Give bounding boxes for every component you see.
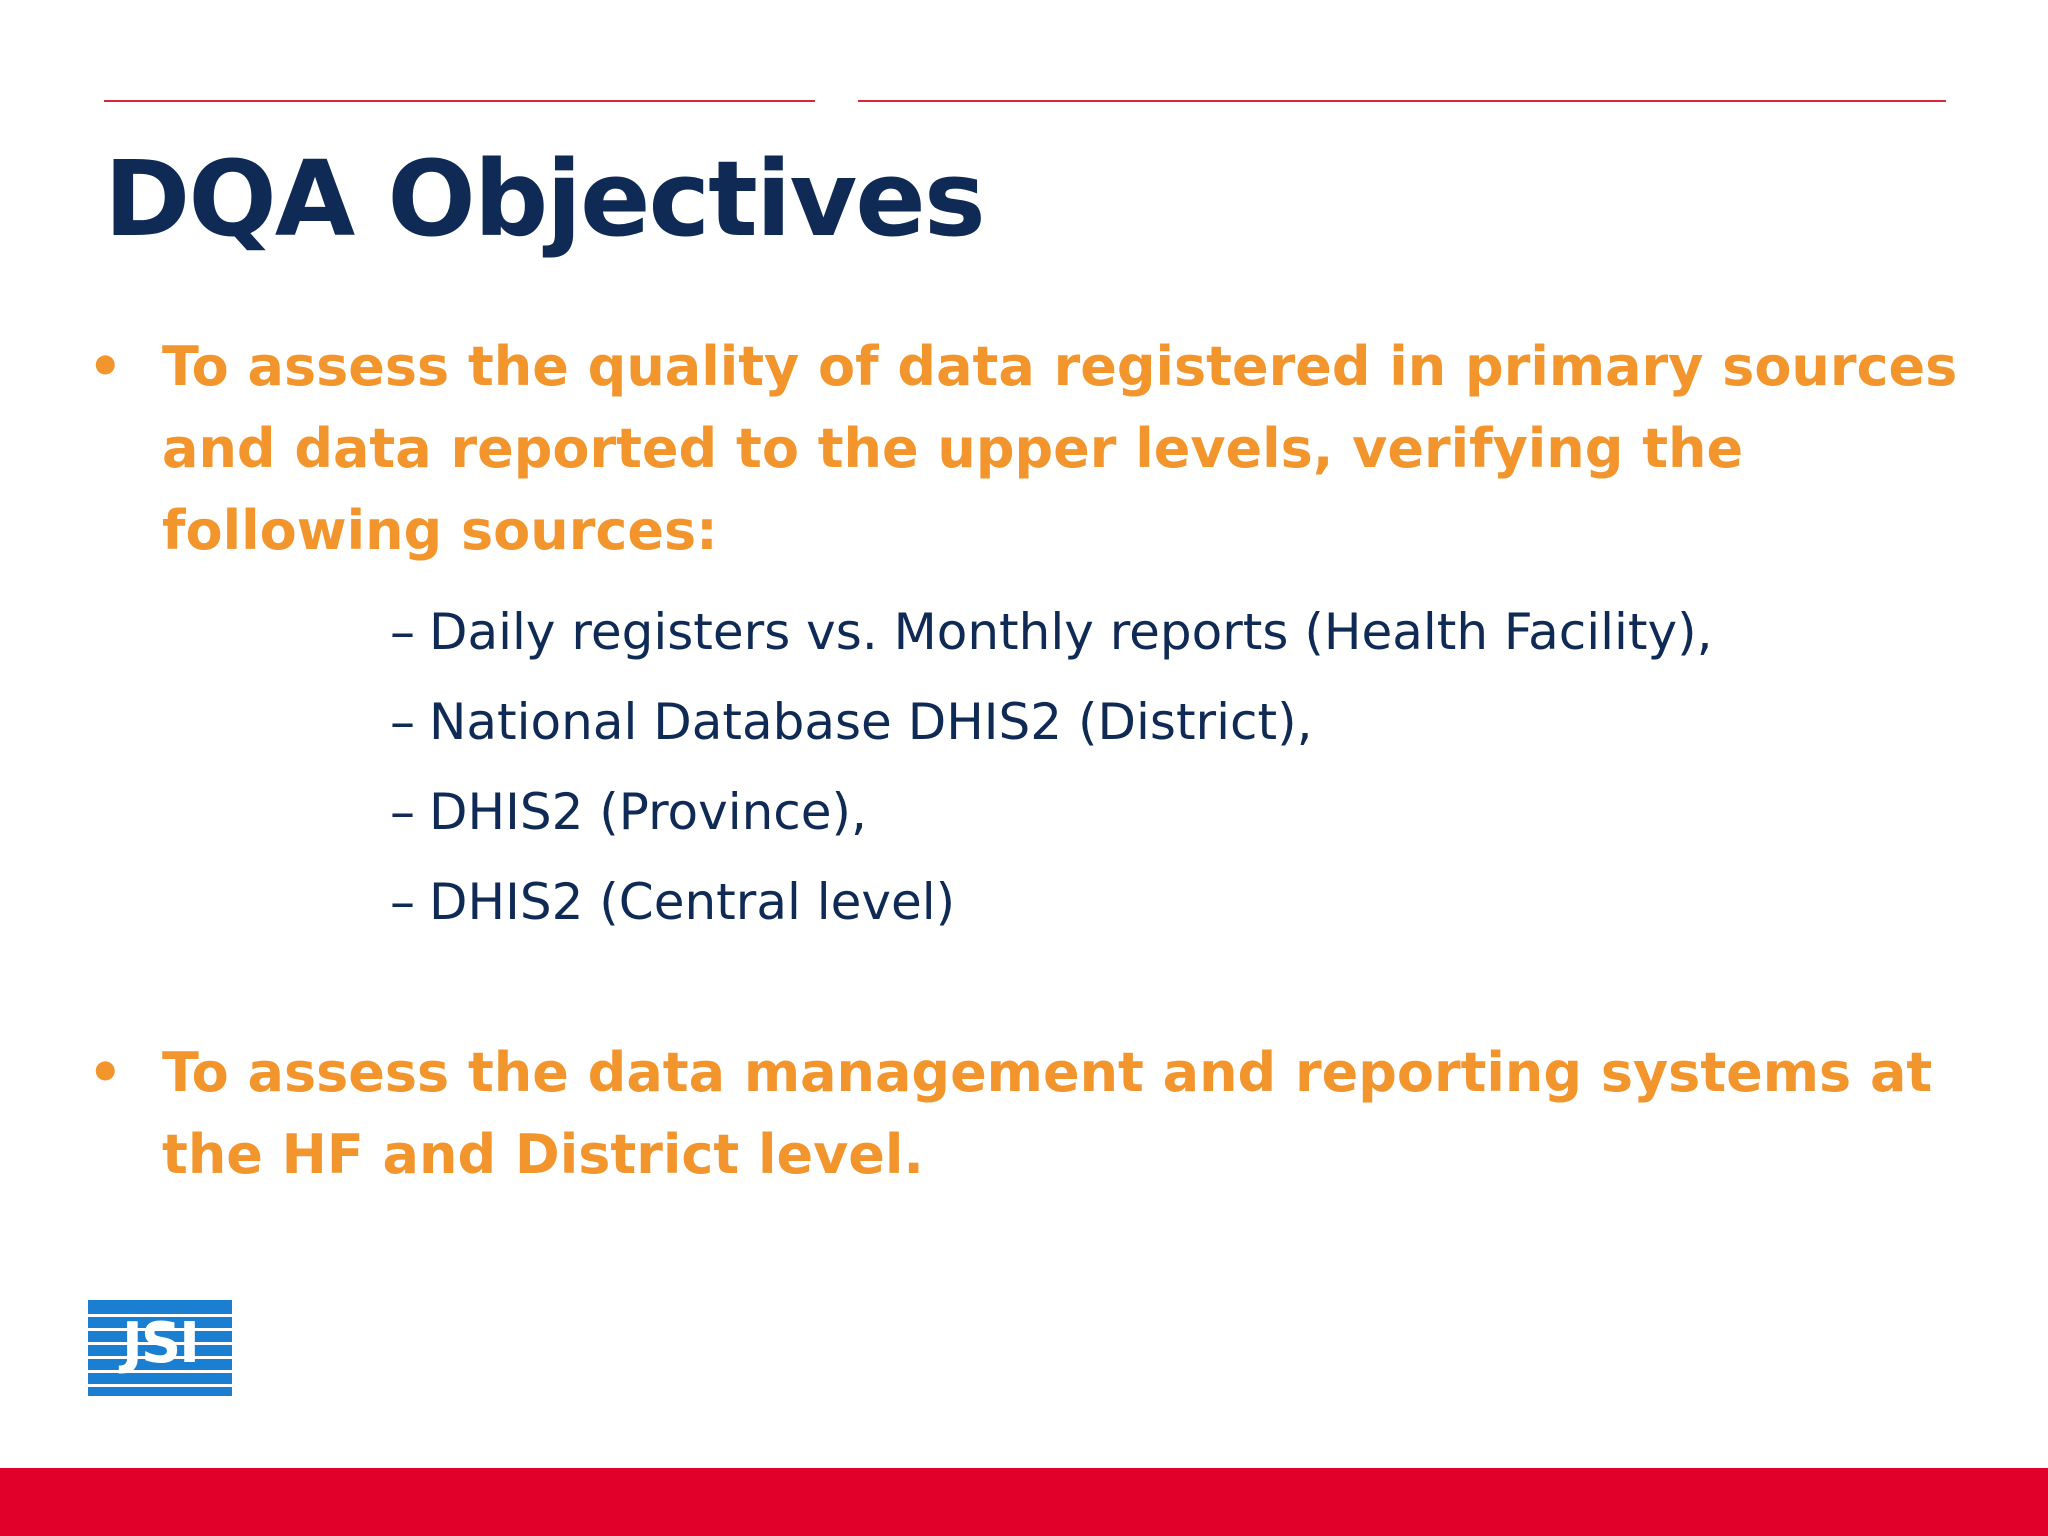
sub-bullet-text: Daily registers vs. Monthly reports (Health Facility),: [429, 603, 1713, 661]
sub-bullet-item: [390, 677, 1713, 767]
sub-bullet-item: [390, 857, 1713, 947]
header-rule-right: [858, 100, 1946, 102]
bullet-item: [88, 1032, 2022, 1196]
logo-stripe: [88, 1384, 232, 1387]
dash-marker: –: [390, 783, 415, 841]
bullet-marker: •: [88, 335, 123, 398]
header-rule-left: [104, 100, 815, 102]
dash-marker: –: [390, 873, 415, 931]
bullet-text: To assess the data management and reporting systems at the HF and District level.: [162, 1041, 1933, 1186]
sub-bullet-text: National Database DHIS2 (District),: [429, 693, 1313, 751]
dash-marker: –: [390, 603, 415, 661]
footer-bar: [0, 1468, 2048, 1536]
logo-text: JSI: [121, 1311, 198, 1376]
bullet-text: To assess the quality of data registered in primary sources and data reported to the upper levels, verifying the following sources:: [162, 335, 1958, 562]
bullet-item: [88, 326, 2022, 572]
sub-bullet-item: [390, 767, 1713, 857]
dash-marker: –: [390, 693, 415, 751]
sub-bullet-text: DHIS2 (Central level): [429, 873, 956, 931]
sub-bullet-text: DHIS2 (Province),: [429, 783, 867, 841]
sub-bullet-item: [390, 587, 1713, 677]
bullet-marker: •: [88, 1041, 123, 1104]
slide-title: DQA Objectives: [104, 138, 984, 260]
jsi-logo: [88, 1300, 232, 1396]
sub-bullet-list: [390, 587, 1713, 947]
